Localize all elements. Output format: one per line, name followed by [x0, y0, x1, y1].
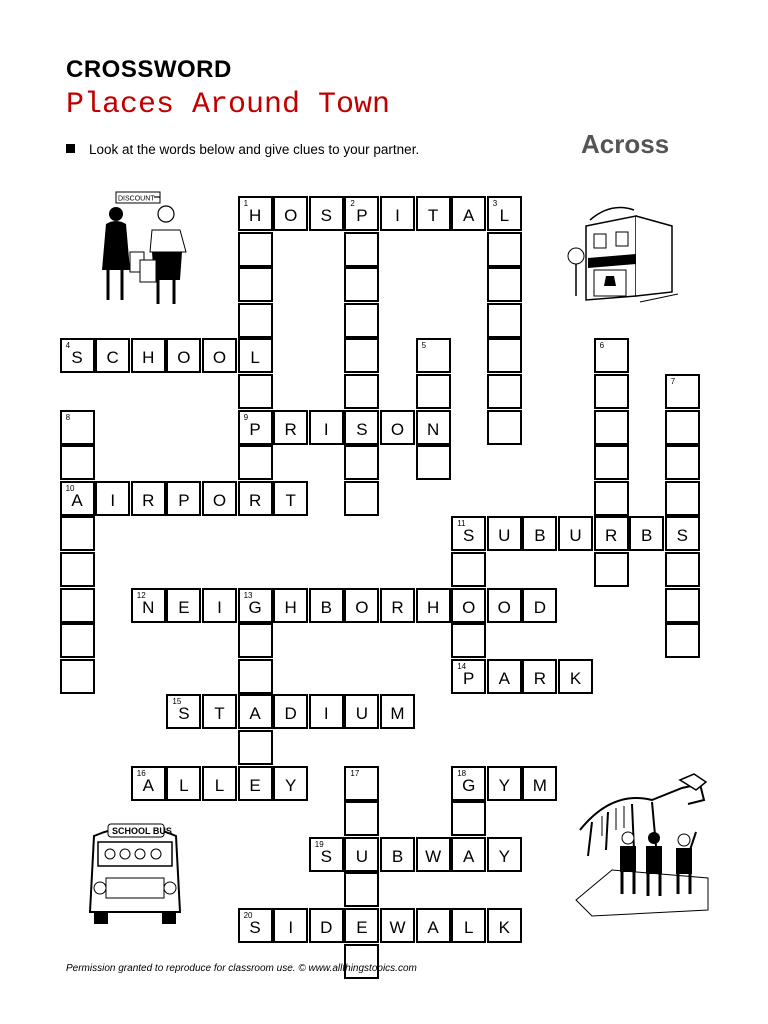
crossword-cell — [238, 374, 273, 409]
crossword-cell — [451, 801, 486, 836]
crossword-cell — [309, 837, 344, 872]
crossword-cell — [95, 338, 130, 373]
crossword-cell — [558, 659, 593, 694]
cell-letter: S — [676, 526, 688, 546]
clue-number: 19 — [314, 839, 324, 849]
cell-letter: W — [425, 846, 442, 866]
crossword-cell — [131, 588, 166, 623]
cell-letter: T — [285, 490, 296, 510]
crossword-cell — [131, 481, 166, 516]
crossword-cell — [344, 232, 379, 267]
crossword-cell — [665, 445, 700, 480]
crossword-cell — [416, 374, 451, 409]
crossword-cell — [451, 766, 486, 801]
crossword-cell — [522, 588, 557, 623]
clue-number: 13 — [243, 590, 253, 600]
crossword-cell — [487, 303, 522, 338]
clue-number: 20 — [243, 911, 253, 920]
crossword-cell — [273, 196, 308, 231]
cell-letter: O — [462, 597, 476, 617]
crossword-cell — [344, 588, 379, 623]
crossword-cell — [60, 410, 95, 445]
crossword-cell — [380, 837, 415, 872]
crossword-cell — [594, 481, 629, 516]
crossword-cell — [273, 694, 308, 729]
crossword-cell — [487, 766, 522, 801]
cell-letter: G — [462, 775, 476, 795]
clue-number: 7 — [670, 377, 676, 386]
crossword-cell — [166, 766, 201, 801]
crossword-cell — [202, 694, 237, 729]
cell-letter: Y — [285, 775, 297, 795]
cell-letter: U — [498, 526, 511, 546]
cell-letter: N — [142, 597, 155, 617]
crossword-cell — [309, 694, 344, 729]
crossword-cell — [451, 908, 486, 943]
crossword-cell — [238, 481, 273, 516]
cell-letter: M — [390, 704, 405, 724]
crossword-cell — [344, 801, 379, 836]
crossword-cell — [522, 659, 557, 694]
crossword-cell — [665, 516, 700, 551]
crossword-cell — [238, 445, 273, 480]
crossword-cell — [451, 623, 486, 658]
cell-letter: G — [248, 597, 262, 617]
crossword-cell — [166, 694, 201, 729]
crossword-cell — [60, 516, 95, 551]
crossword-cell — [451, 196, 486, 231]
crossword-cell — [487, 196, 522, 231]
shoppers-illustration — [96, 190, 198, 312]
crossword-cell — [451, 659, 486, 694]
crossword-cell — [273, 908, 308, 943]
crossword-cell — [380, 908, 415, 943]
cell-letter: B — [320, 597, 332, 617]
crossword-cell — [594, 552, 629, 587]
crossword-cell — [451, 516, 486, 551]
clue-number: 15 — [172, 697, 182, 707]
clue-number: 2 — [350, 199, 355, 208]
cell-letter: L — [214, 775, 225, 795]
crossword-cell — [665, 374, 700, 409]
crossword-cell — [238, 908, 273, 943]
crossword-cell — [273, 410, 308, 445]
crossword-cell — [238, 588, 273, 623]
crossword-cell — [416, 588, 451, 623]
cell-letter: H — [248, 206, 262, 225]
clue-number: 5 — [421, 341, 427, 351]
cell-letter: P — [463, 668, 475, 688]
crossword-cell — [166, 481, 201, 516]
crossword-cell — [594, 445, 629, 480]
cell-letter: A — [427, 918, 439, 937]
crossword-cell — [487, 908, 522, 943]
cell-letter: P — [356, 206, 368, 225]
crossword-cell — [344, 481, 379, 516]
crossword-cell — [238, 267, 273, 302]
cell-letter: Y — [498, 775, 510, 795]
crossword-cell — [238, 730, 273, 765]
cell-letter: D — [320, 918, 333, 937]
crossword-cell — [273, 588, 308, 623]
clue-number: 10 — [65, 483, 75, 493]
cell-letter: B — [391, 846, 404, 866]
cell-letter: L — [463, 918, 474, 937]
cell-letter: P — [249, 419, 261, 439]
cell-letter: I — [323, 419, 329, 439]
crossword-cell — [487, 410, 522, 445]
crossword-cell — [309, 908, 344, 943]
crossword-cell — [344, 267, 379, 302]
cell-letter: L — [179, 775, 189, 795]
crossword-cell — [558, 516, 593, 551]
cell-letter: O — [497, 597, 511, 617]
clue-number: 14 — [457, 661, 467, 671]
crossword-cell — [522, 516, 557, 551]
crossword-cell — [487, 588, 522, 623]
crossword-cell — [238, 766, 273, 801]
cell-letter: O — [212, 348, 227, 368]
crossword-cell — [344, 445, 379, 480]
crossword-cell — [238, 338, 273, 373]
crossword-cell — [487, 338, 522, 373]
crossword-cell — [416, 908, 451, 943]
crossword-cell — [60, 445, 95, 480]
crossword-cell — [594, 338, 629, 373]
cell-letter: P — [178, 490, 190, 510]
crossword-cell — [344, 374, 379, 409]
section-heading-across: Across — [581, 129, 670, 159]
crossword-cell — [594, 410, 629, 445]
cell-letter: B — [641, 526, 653, 546]
crossword-cell — [344, 694, 379, 729]
cell-letter: B — [534, 526, 546, 546]
cell-letter: U — [569, 526, 582, 546]
discount-sign-text: DISCOUNT — [118, 195, 155, 203]
clue-number: 17 — [350, 768, 360, 778]
crossword-cell — [344, 410, 379, 445]
cell-letter: U — [355, 704, 369, 724]
crossword-cell — [238, 623, 273, 658]
crossword-cell — [309, 196, 344, 231]
clue-number: 3 — [492, 199, 498, 208]
clue-number: 11 — [457, 519, 466, 529]
cell-letter: T — [427, 206, 439, 225]
cell-letter: Y — [498, 846, 510, 866]
crossword-cell — [238, 232, 273, 267]
cell-letter: N — [426, 419, 440, 439]
cell-letter: R — [604, 526, 618, 546]
crossword-cell — [665, 552, 700, 587]
clue-number: 4 — [65, 341, 71, 351]
crossword-cell — [344, 303, 379, 338]
cell-letter: H — [426, 597, 440, 617]
cell-letter: R — [248, 490, 262, 510]
cell-letter: I — [323, 704, 329, 724]
crossword-cell — [665, 481, 700, 516]
crossword-cell — [629, 516, 664, 551]
cell-letter: R — [391, 597, 404, 617]
clue-number: 16 — [136, 768, 146, 778]
crossword-cell — [344, 908, 379, 943]
crossword-cell — [487, 837, 522, 872]
cell-letter: K — [569, 668, 582, 688]
cell-letter: S — [178, 704, 190, 724]
cell-letter: L — [250, 348, 260, 368]
cell-letter: A — [498, 668, 510, 688]
crossword-cell — [416, 196, 451, 231]
crossword-cell — [380, 588, 415, 623]
crossword-cell — [416, 410, 451, 445]
crossword-cell — [487, 659, 522, 694]
cell-letter: H — [284, 597, 297, 617]
crossword-cell — [309, 588, 344, 623]
crossword-cell — [238, 694, 273, 729]
instruction-text: Look at the words below and give clues to your partner. — [89, 142, 420, 157]
crossword-cell — [344, 196, 379, 231]
clue-number: 12 — [136, 590, 146, 600]
cell-letter: O — [355, 597, 369, 617]
crossword-cell — [60, 588, 95, 623]
cell-letter: A — [142, 775, 154, 795]
crossword-cell — [451, 552, 486, 587]
cell-letter: I — [395, 206, 400, 225]
crossword-cell — [344, 872, 379, 907]
crossword-cell — [309, 410, 344, 445]
clue-number: 9 — [243, 412, 249, 422]
clue-number: 18 — [457, 768, 467, 778]
school-bus-illustration — [80, 816, 190, 928]
cell-letter: S — [320, 206, 332, 225]
cell-letter: I — [288, 918, 294, 937]
cell-letter: O — [390, 419, 405, 439]
crossword-cell — [166, 588, 201, 623]
crossword-cell — [60, 623, 95, 658]
crossword-cell — [202, 588, 237, 623]
cell-letter: A — [463, 206, 475, 225]
cell-letter: A — [71, 490, 83, 510]
cell-letter: I — [110, 490, 116, 510]
crossword-cell — [238, 659, 273, 694]
cell-letter: R — [284, 419, 297, 439]
cell-letter: S — [71, 348, 83, 368]
cell-letter: S — [356, 419, 368, 439]
cell-letter: U — [355, 846, 369, 866]
crossword-cell — [166, 338, 201, 373]
cell-letter: K — [498, 918, 510, 937]
cell-letter: S — [249, 918, 261, 937]
cell-letter: D — [284, 704, 297, 724]
crossword-cell — [487, 267, 522, 302]
crossword-cell — [344, 338, 379, 373]
crossword-cell — [202, 766, 237, 801]
crossword-cell — [273, 766, 308, 801]
cell-letter: O — [284, 206, 298, 225]
crossword-cell — [60, 481, 95, 516]
crossword-cell — [95, 481, 130, 516]
bus-sign-text: SCHOOL BUS — [112, 826, 172, 836]
cell-letter: D — [533, 597, 547, 617]
cell-letter: A — [249, 704, 261, 724]
clue-number: 1 — [243, 199, 249, 208]
crossword-cell — [665, 410, 700, 445]
crossword-cell — [344, 766, 379, 801]
crossword-cell — [131, 766, 166, 801]
crossword-cell — [487, 374, 522, 409]
clue-number: 8 — [65, 412, 71, 422]
crossword-cell — [202, 481, 237, 516]
crossword-cell — [238, 196, 273, 231]
crossword-cell — [380, 196, 415, 231]
cell-letter: M — [532, 775, 547, 795]
cell-letter: L — [499, 206, 510, 225]
crossword-cell — [380, 694, 415, 729]
crossword-cell — [594, 516, 629, 551]
crossword-cell — [380, 410, 415, 445]
crossword-cell — [451, 588, 486, 623]
cell-letter: C — [106, 348, 119, 368]
cell-letter: S — [320, 846, 332, 866]
cell-letter: O — [212, 490, 227, 510]
crossword-cell — [238, 303, 273, 338]
crossword-cell — [238, 410, 273, 445]
crossword-cell — [594, 374, 629, 409]
cell-letter: R — [533, 668, 547, 688]
crossword-cell — [487, 232, 522, 267]
crossword-cell — [416, 338, 451, 373]
museum-illustration — [572, 760, 712, 920]
cell-letter: W — [389, 918, 406, 937]
crossword-cell — [344, 837, 379, 872]
crossword-cell — [273, 481, 308, 516]
cell-letter: E — [178, 597, 190, 617]
crossword-cell — [522, 766, 557, 801]
crossword-cell — [60, 338, 95, 373]
footer-permission: Permission granted to reproduce for classroom use. © www.allthingstopics.com — [66, 963, 417, 974]
crossword-cell — [131, 338, 166, 373]
crossword-cell — [60, 552, 95, 587]
cell-letter: O — [177, 348, 191, 368]
cell-letter: A — [463, 846, 475, 866]
crossword-cell — [416, 445, 451, 480]
crossword-cell — [451, 837, 486, 872]
worksheet-subtitle: Places Around Town — [66, 88, 391, 122]
crossword-cell — [60, 659, 95, 694]
cell-letter: H — [142, 348, 155, 368]
cell-letter: S — [463, 526, 475, 546]
crossword-cell — [487, 516, 522, 551]
cell-letter: E — [356, 918, 368, 937]
cell-letter: I — [217, 597, 222, 617]
crossword-cell — [665, 623, 700, 658]
crossword-cell — [202, 338, 237, 373]
cell-letter: E — [249, 775, 261, 795]
crossword-cell — [416, 837, 451, 872]
store-illustration — [566, 196, 684, 308]
cell-letter: T — [214, 704, 225, 724]
worksheet-title: CROSSWORD — [66, 56, 232, 83]
crossword-cell — [665, 588, 700, 623]
cell-letter: R — [142, 490, 155, 510]
clue-number: 6 — [599, 341, 605, 351]
